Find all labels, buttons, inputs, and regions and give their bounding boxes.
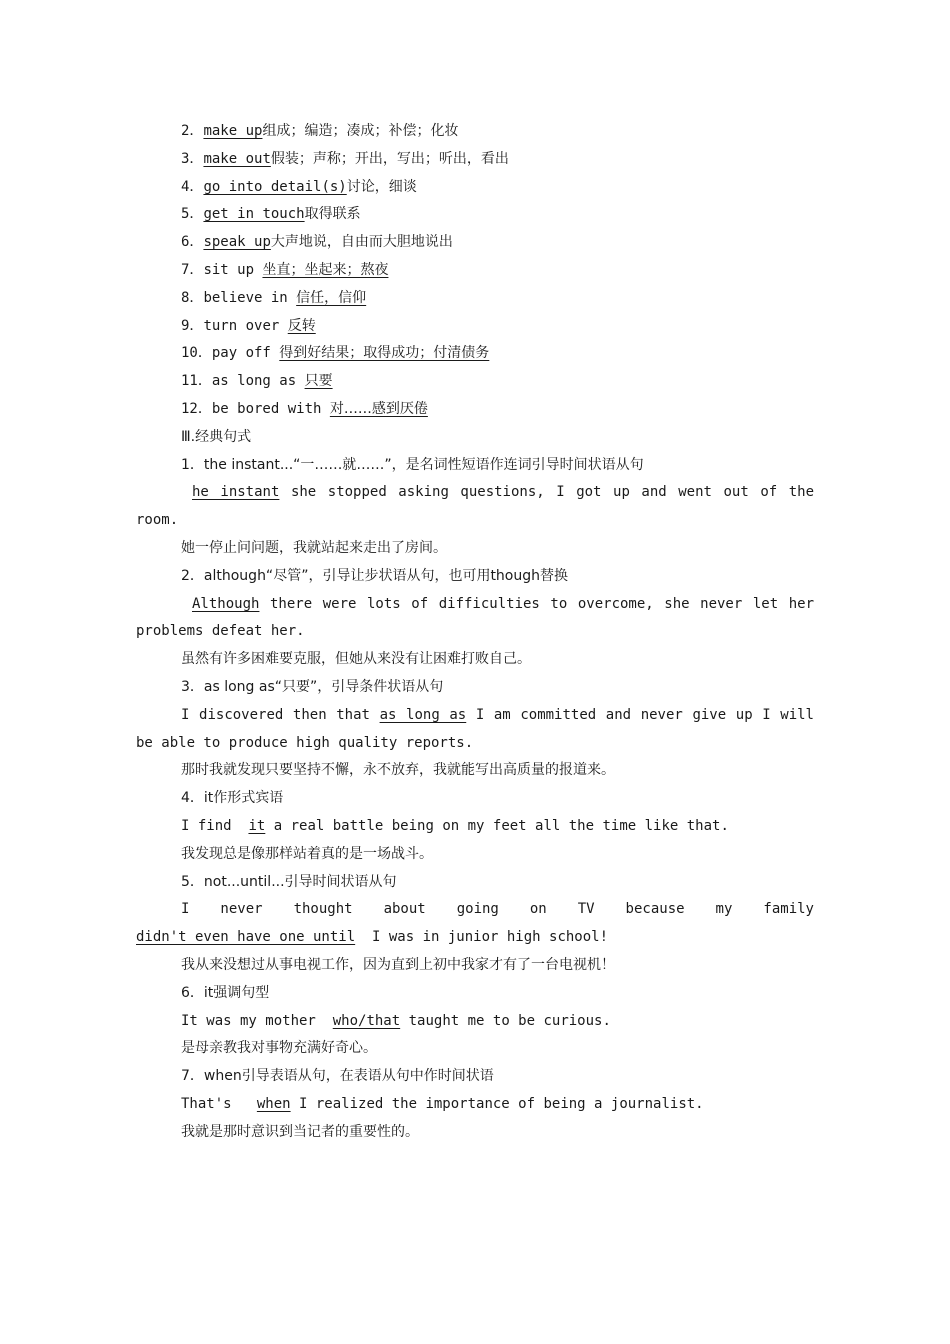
- translation: 我从来没想过从事电视工作，因为直到上初中我家才有了一台电视机！: [181, 956, 615, 973]
- sentence-text: taught me to be curious.: [400, 1012, 611, 1029]
- item-number: 7．: [181, 261, 204, 278]
- translation: 我就是那时意识到当记者的重要性的。: [181, 1123, 419, 1140]
- answer-blank: as long as: [379, 706, 467, 723]
- phrase-meaning: 对……感到厌倦: [329, 400, 428, 417]
- phrase-item: [136, 396, 814, 424]
- item-number: 6．: [181, 234, 204, 251]
- section-title: Ⅲ.经典句式: [181, 428, 252, 445]
- sentence-text: I discovered then that: [181, 706, 380, 723]
- item-number: 5．: [181, 206, 204, 223]
- phrase-term: speak up: [203, 234, 271, 251]
- item-number: 9．: [181, 317, 204, 334]
- phrase-term: be bored with: [211, 400, 330, 417]
- example-sentence-cont: problems defeat her.: [136, 623, 305, 640]
- sentence-text: That's: [181, 1095, 249, 1112]
- phrase-meaning: 取得联系: [304, 206, 361, 223]
- phrase-term: turn over: [203, 317, 288, 334]
- answer-blank: he instant: [192, 484, 280, 501]
- phrase-meaning: 反转: [287, 317, 316, 334]
- pattern-title: 4．it作形式宾语: [181, 790, 284, 807]
- phrase-item: [136, 229, 814, 257]
- answer-blank: didn't even have one until: [136, 929, 356, 946]
- phrase-meaning: 坐直；坐起来；熬夜: [262, 261, 389, 278]
- phrase-item: [136, 118, 814, 146]
- example-sentence: [136, 1008, 814, 1036]
- translation: 虽然有许多困难要克服，但她从来没有让困难打败自己。: [181, 651, 531, 668]
- sentence-text: I find: [181, 817, 241, 834]
- pattern-title: 1．the instant...“一……就……”，是名词性短语作连词引导时间状语从句: [181, 456, 644, 473]
- phrase-meaning: 假装；声称；开出，写出；听出，看出: [270, 150, 509, 167]
- phrase-term: sit up: [203, 261, 263, 278]
- item-number: 10．: [181, 345, 212, 362]
- phrase-term: pay off: [211, 345, 280, 362]
- example-sentence-cont: room.: [136, 512, 179, 529]
- item-number: 2．: [181, 123, 204, 139]
- pattern-title: 7．when引导表语从句，在表语从句中作时间状语: [181, 1068, 494, 1085]
- sentence-text: I realized the importance of being a journalist.: [290, 1095, 704, 1112]
- answer-blank: who/that: [332, 1012, 401, 1029]
- pattern-title: 5．not...until...引导时间状语从句: [181, 873, 397, 890]
- answer-blank: it: [248, 817, 266, 834]
- phrase-term: get in touch: [203, 206, 305, 223]
- phrase-item: [136, 313, 814, 341]
- sentence-text: she stopped asking questions, I got up and went out of the: [279, 484, 814, 501]
- sentence-text: I was in junior high school!: [363, 929, 609, 946]
- example-sentence-cont: [136, 924, 814, 952]
- phrase-item: [136, 368, 814, 396]
- item-number: 4．: [181, 178, 204, 195]
- phrase-meaning: 信任，信仰: [296, 289, 367, 306]
- phrase-item: [136, 174, 814, 202]
- phrase-term: as long as: [211, 373, 305, 390]
- sentence-text: It was my mother: [181, 1012, 325, 1029]
- answer-blank: when: [256, 1095, 291, 1112]
- sentence-text: a real battle being on my feet all the time like that.: [265, 817, 729, 834]
- example-sentence: [136, 702, 814, 730]
- pattern-title: 3．as long as“只要”，引导条件状语从句: [181, 678, 444, 695]
- phrase-item: [136, 257, 814, 285]
- example-sentence: [136, 813, 814, 841]
- item-number: 12．: [181, 400, 212, 417]
- example-sentence: [136, 479, 814, 507]
- phrase-meaning: 讨论，细谈: [346, 178, 417, 195]
- item-number: 3．: [181, 150, 204, 167]
- sentence-text: I am committed and never give up I will: [466, 706, 814, 723]
- translation: 我发现总是像那样站着真的是一场战斗。: [181, 845, 433, 862]
- translation: 是母亲教我对事物充满好奇心。: [181, 1040, 377, 1057]
- phrase-meaning: 组成；编造；凑成；补偿；化妆: [262, 123, 459, 139]
- item-number: 8．: [181, 289, 204, 306]
- example-sentence-cont: be able to produce high quality reports.: [136, 734, 474, 751]
- phrase-term: believe in: [203, 289, 297, 306]
- example-sentence: [136, 1091, 814, 1119]
- document-page: [136, 118, 814, 1146]
- pattern-title: 2．although“尽管”，引导让步状语从句，也可用though替换: [181, 567, 569, 584]
- phrase-term: go into detail(s): [203, 178, 347, 195]
- pattern-title: 6．it强调句型: [181, 984, 270, 1001]
- answer-blank: Although: [192, 595, 260, 612]
- translation: 那时我就发现只要坚持不懈，永不放弃，我就能写出高质量的报道来。: [181, 762, 615, 779]
- item-number: 11．: [181, 373, 212, 390]
- phrase-item: [136, 201, 814, 229]
- phrase-item: [136, 146, 814, 174]
- phrase-meaning: 得到好结果；取得成功；付清债务: [279, 345, 490, 362]
- phrase-item: [136, 285, 814, 313]
- translation: 她一停止问问题，我就站起来走出了房间。: [181, 539, 447, 556]
- sentence-text: there were lots of difficulties to overcome, she never let her: [259, 595, 814, 612]
- example-sentence: [136, 591, 814, 619]
- example-sentence: I never thought about going on TV because my family: [181, 901, 814, 918]
- phrase-item: [136, 340, 814, 368]
- phrase-term: make out: [203, 150, 271, 167]
- phrase-meaning: 大声地说，自由而大胆地说出: [270, 234, 453, 251]
- phrase-term: make up: [203, 123, 263, 139]
- phrase-meaning: 只要: [304, 373, 333, 390]
